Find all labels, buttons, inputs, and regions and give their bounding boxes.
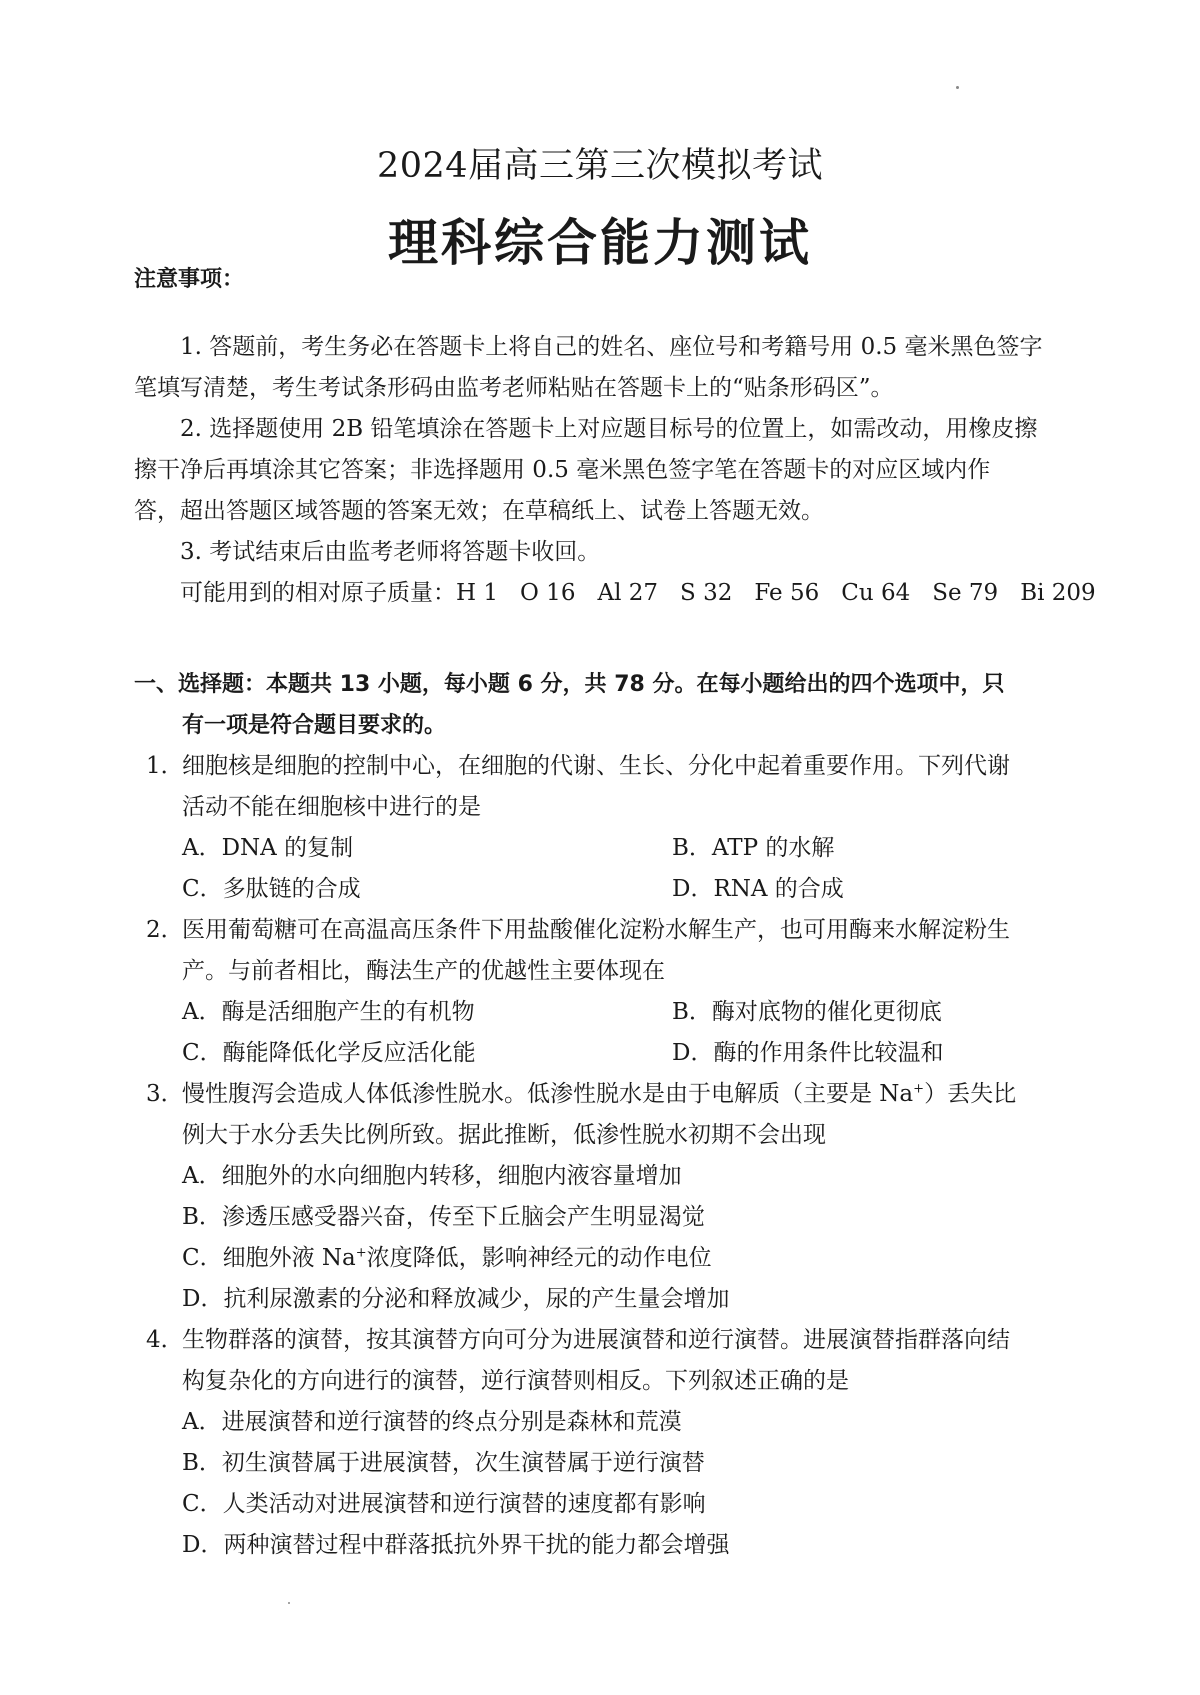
question-4-stem-line-2: 构复杂化的方向进行的演替，逆行演替则相反。下列叙述正确的是 [182, 1368, 849, 1394]
question-3-option-c-b: 浓度降低，影响神经元的动作电位 [366, 1245, 712, 1271]
question-1-option-d: D．RNA 的合成 [672, 876, 844, 902]
question-3-stem-a: 慢性腹泻会造成人体低渗性脱水。低渗性脱水是由于电解质（主要是 Na [182, 1081, 914, 1107]
mass-h: H 1 [456, 580, 499, 606]
atomic-mass-label: 可能用到的相对原子质量： [180, 580, 456, 606]
mass-se: Se 79 [932, 580, 999, 606]
question-2-number: 2． [146, 917, 184, 943]
scan-dot-bottom [288, 1602, 290, 1604]
question-4-option-c: C．人类活动对进展演替和逆行演替的速度都有影响 [182, 1491, 706, 1517]
scan-dot [956, 86, 959, 89]
notice-item-3: 3. 考试结束后由监考老师将答题卡收回。 [180, 539, 601, 565]
question-4-number: 4． [146, 1327, 184, 1353]
question-2-stem-line-1: 医用葡萄糖可在高温高压条件下用盐酸催化淀粉水解生产，也可用酶来水解淀粉生 [182, 917, 1010, 943]
notice-item-2-line-1: 2. 选择题使用 2B 铅笔填涂在答题卡上对应题目标号的位置上，如需改动，用橡皮擦 [180, 416, 1038, 442]
question-4-option-b: B．初生演替属于进展演替，次生演替属于逆行演替 [182, 1450, 705, 1476]
question-2-option-a: A．酶是活细胞产生的有机物 [182, 999, 475, 1025]
question-1-stem-line-2: 活动不能在细胞核中进行的是 [182, 794, 481, 820]
question-4-stem-line-1: 生物群落的演替，按其演替方向可分为进展演替和逆行演替。进展演替指群落向结 [182, 1327, 1010, 1353]
mass-al: Al 27 [597, 580, 658, 606]
notice-item-1-line-2: 笔填写清楚，考生考试条形码由监考老师粘贴在答题卡上的“贴条形码区”。 [134, 375, 894, 401]
question-1-number: 1． [146, 753, 184, 779]
mass-fe: Fe 56 [754, 580, 820, 606]
mass-bi: Bi 209 [1020, 580, 1096, 606]
mass-cu: Cu 64 [841, 580, 911, 606]
mass-s: S 32 [680, 580, 733, 606]
question-3-option-c-a: C．细胞外液 Na [182, 1245, 356, 1271]
question-3-stem-sup: + [913, 1081, 925, 1097]
question-4-option-a: A．进展演替和逆行演替的终点分别是森林和荒漠 [182, 1409, 682, 1435]
question-2-option-c: C．酶能降低化学反应活化能 [182, 1040, 476, 1066]
question-1-option-a: A．DNA 的复制 [182, 835, 354, 861]
mass-o: O 16 [520, 580, 576, 606]
question-3-number: 3． [146, 1081, 184, 1107]
question-3-stem-b: ）丢失比 [924, 1081, 1017, 1107]
question-1-stem-line-1: 细胞核是细胞的控制中心，在细胞的代谢、生长、分化中起着重要作用。下列代谢 [182, 753, 1010, 779]
notice-heading: 注意事项： [134, 267, 245, 292]
question-4-option-d: D．两种演替过程中群落抵抗外界干扰的能力都会增强 [182, 1532, 730, 1558]
question-3-option-c-sup: + [355, 1245, 367, 1261]
question-3-option-d: D．抗利尿激素的分泌和释放减少，尿的产生量会增加 [182, 1286, 730, 1312]
section-heading-line-2: 有一项是符合题目要求的。 [182, 713, 447, 738]
atomic-mass-line [180, 573, 1096, 614]
question-3-stem-line-1 [182, 1074, 1016, 1115]
notice-item-2-line-2: 擦干净后再填涂其它答案；非选择题用 0.5 毫米黑色签字笔在答题卡的对应区域内作 [134, 457, 991, 483]
question-1-option-b: B．ATP 的水解 [672, 835, 835, 861]
question-3-option-a: A．细胞外的水向细胞内转移，细胞内液容量增加 [182, 1163, 682, 1189]
question-3-option-c [182, 1238, 712, 1279]
notice-item-2-line-3: 答，超出答题区域答题的答案无效；在草稿纸上、试卷上答题无效。 [134, 498, 824, 524]
subject-title: 理科综合能力测试 [388, 214, 812, 272]
question-2-option-b: B．酶对底物的催化更彻底 [672, 999, 942, 1025]
question-1-option-c: C．多肽链的合成 [182, 876, 361, 902]
notice-item-1-line-1: 1. 答题前，考生务必在答题卡上将自己的姓名、座位号和考籍号用 0.5 毫米黑色签字 [180, 334, 1043, 360]
question-3-stem-line-2: 例大于水分丢失比例所致。据此推断，低渗性脱水初期不会出现 [182, 1122, 826, 1148]
section-heading-line-1: 一、选择题：本题共 13 小题，每小题 6 分，共 78 分。在每小题给出的四个选项中，只 [134, 672, 1005, 697]
question-2-option-d: D．酶的作用条件比较温和 [672, 1040, 944, 1066]
exam-title: 2024届高三第三次模拟考试 [376, 146, 824, 186]
question-3-option-b: B．渗透压感受器兴奋，传至下丘脑会产生明显渴觉 [182, 1204, 705, 1230]
question-2-stem-line-2: 产。与前者相比，酶法生产的优越性主要体现在 [182, 958, 665, 984]
